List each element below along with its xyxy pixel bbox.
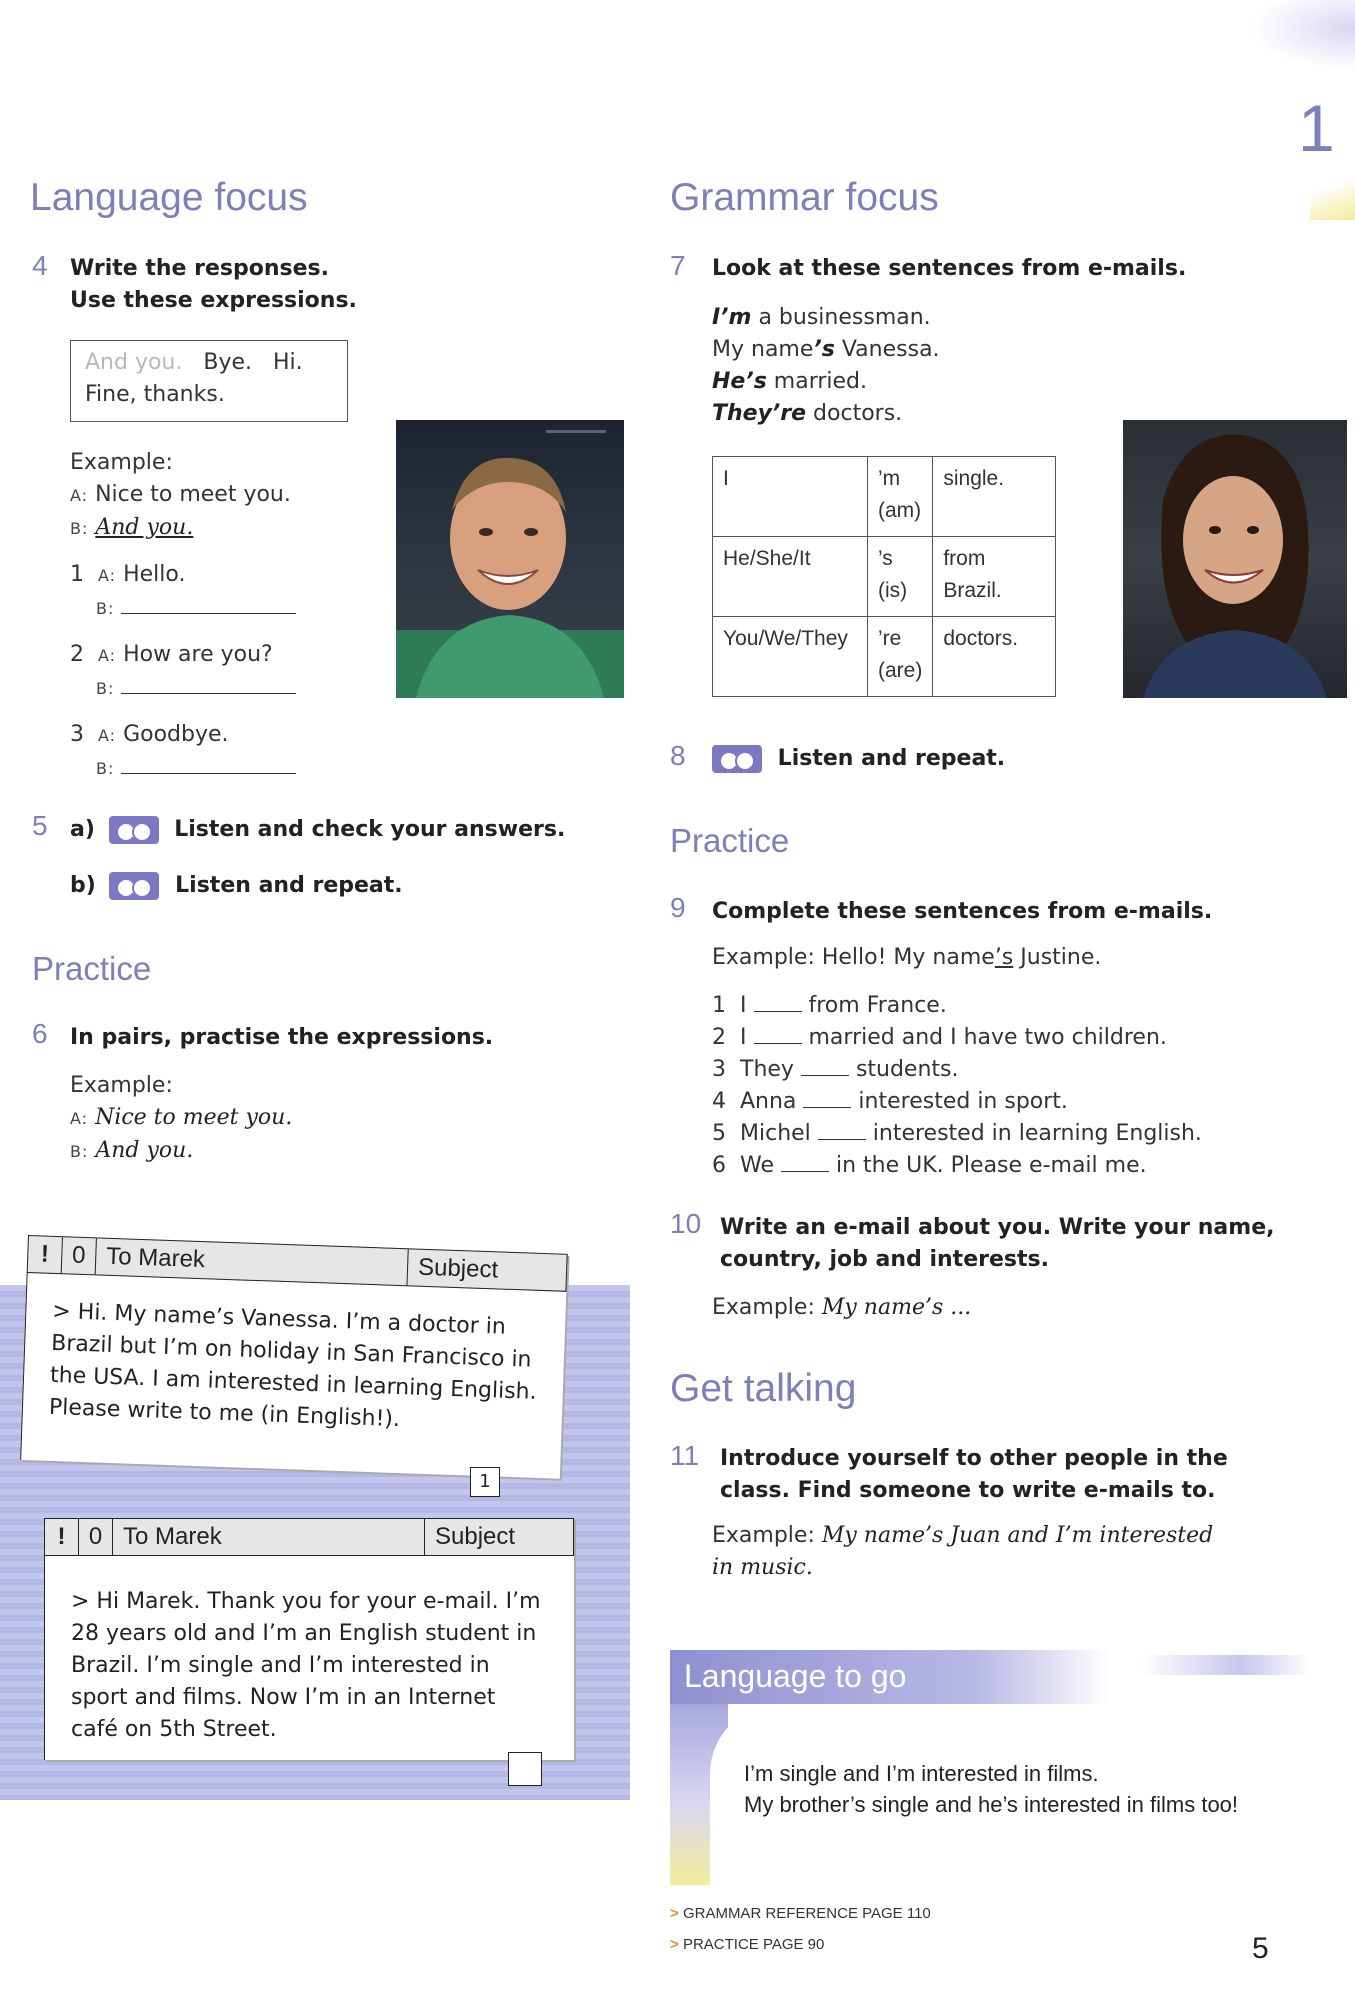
exercise-4-instruction	[70, 253, 357, 317]
table-cell-verb: ’re (are)	[868, 617, 933, 697]
exclamation-icon[interactable]: !	[45, 1519, 79, 1555]
fill-blank[interactable]	[803, 1086, 851, 1108]
get-talking-heading: Get talking	[670, 1367, 857, 1410]
exercise-8-number: 8	[670, 740, 686, 771]
exercise-8-instruction: Listen and repeat.	[712, 743, 1005, 775]
cassette-icon[interactable]	[109, 816, 159, 844]
language-to-go-panel	[670, 1650, 1310, 1885]
language-to-go-title-accent	[1140, 1655, 1310, 1675]
exclamation-icon[interactable]: !	[28, 1236, 63, 1273]
grammar-sentences	[712, 302, 940, 430]
photo-woman	[1123, 420, 1347, 698]
exercise-5-b: b) Listen and repeat.	[70, 873, 403, 898]
exercise-10-example: Example: My name’s ...	[712, 1295, 972, 1320]
list-item: 4 Anna interested in sport.	[712, 1086, 1202, 1118]
email-to-field[interactable]: To Marek	[113, 1519, 425, 1555]
reference-practice[interactable]: > PRACTICE PAGE 90	[670, 1936, 825, 1953]
corner-decoration-yellow	[1310, 180, 1355, 220]
email-card-2	[44, 1518, 574, 1760]
example-line-b: B: And you.	[70, 515, 194, 540]
exercise-7-number: 7	[670, 250, 686, 281]
example-line-a: A: Nice to meet you.	[70, 1105, 293, 1130]
cassette-icon[interactable]	[109, 872, 159, 900]
email-header	[44, 1518, 574, 1556]
table-row	[713, 537, 1056, 617]
exercise-11-instruction: Introduce yourself to other people in the class. Find someone to write e-mails to.	[720, 1446, 1228, 1503]
email-number-box: 1	[470, 1467, 500, 1497]
exercise-11-number: 11	[670, 1440, 700, 1471]
fill-blank[interactable]	[754, 1022, 802, 1044]
exercise-9-number: 9	[670, 892, 686, 923]
example-line-b: B: And you.	[70, 1138, 194, 1163]
language-focus-heading: Language focus	[30, 176, 308, 219]
expression-fine-thanks: Fine, thanks.	[85, 382, 225, 407]
sentence-2: My name’s Vanessa.	[712, 337, 940, 362]
page-number: 5	[1252, 1932, 1269, 1965]
table-row	[713, 617, 1056, 697]
language-to-go-title: Language to go	[684, 1658, 907, 1694]
table-cell-complement: from Brazil.	[933, 537, 1056, 617]
table-cell-verb: ’m (am)	[868, 457, 933, 537]
example-line-a: A: Nice to meet you.	[70, 482, 291, 507]
unit-number: 1	[1298, 91, 1335, 165]
photo-man	[396, 420, 624, 698]
expressions-box	[70, 340, 348, 422]
exercise-4-item-1: 1 A: Hello. B:	[70, 559, 296, 625]
practice-heading-right: Practice	[670, 822, 790, 859]
list-item: 1 I from France.	[712, 990, 1202, 1022]
exercise-4-item-2: 2 A: How are you? B:	[70, 639, 296, 705]
exercise-9-example: Example: Hello! My name’s Justine.	[712, 945, 1102, 970]
man-illustration	[396, 420, 624, 698]
reference-grammar[interactable]: > GRAMMAR REFERENCE PAGE 110	[670, 1905, 931, 1922]
email-to-field[interactable]: To Marek	[96, 1238, 409, 1285]
list-item: 5 Michel interested in learning English.	[712, 1118, 1202, 1150]
answer-blank-1[interactable]	[121, 592, 296, 614]
sentence-3: He’s married.	[712, 369, 868, 394]
email-body: > Hi Marek. Thank you for your e-mail. I’m 28 years old and I’m an English student in Brazil. I’m single and I’m interested in sport and films. Now I’m in an Internet café on 5th Street.	[44, 1556, 574, 1760]
email-subject-field[interactable]: Subject	[435, 1523, 516, 1550]
answer-blank-2[interactable]	[121, 672, 296, 694]
exercise-7-instruction: Look at these sentences from e-mails.	[712, 256, 1187, 281]
fill-blank[interactable]	[781, 1150, 829, 1172]
list-item: 3 They students.	[712, 1054, 1202, 1086]
practice-heading-left: Practice	[32, 950, 152, 987]
example-label: Example:	[70, 1073, 173, 1098]
sentence-1: I’m a businessman.	[712, 305, 931, 330]
exercise-5-a: a) Listen and check your answers.	[70, 817, 566, 842]
exercise-6-instruction: In pairs, practise the expressions.	[70, 1025, 494, 1050]
expressions-box-line1	[85, 347, 333, 379]
table-cell-complement: single.	[933, 457, 1056, 537]
expression-bye: Bye.	[203, 350, 252, 375]
list-item: 6 We in the UK. Please e-mail me.	[712, 1150, 1202, 1182]
email-card-1	[20, 1235, 568, 1479]
exercise-6-example	[70, 1070, 292, 1168]
exercise-10-instruction: Write an e-mail about you. Write your name, country, job and interests.	[720, 1215, 1275, 1272]
exercise-10-number: 10	[670, 1208, 702, 1239]
answer-blank-3[interactable]	[121, 752, 296, 774]
exercise-9-instruction: Complete these sentences from e-mails.	[712, 899, 1213, 924]
email-checkbox[interactable]	[508, 1752, 542, 1786]
exercise-5-number: 5	[32, 810, 48, 841]
exercise-4-instruction-line1: Write the responses.	[70, 256, 329, 281]
table-cell-subject: I	[713, 457, 868, 537]
fill-blank[interactable]	[754, 990, 802, 1012]
fill-blank[interactable]	[801, 1054, 849, 1076]
exercise-11-example: Example: My name’s Juan and I’m interested in music.	[712, 1523, 1214, 1580]
fill-blank[interactable]	[818, 1118, 866, 1140]
exercise-9-list	[712, 990, 1202, 1182]
sentence-4: They’re doctors.	[712, 401, 903, 426]
exercise-4-number: 4	[32, 250, 48, 281]
table-cell-subject: He/She/It	[713, 537, 868, 617]
email-subject-field[interactable]: Subject	[417, 1253, 499, 1284]
paperclip-icon[interactable]: 0	[62, 1237, 97, 1274]
grammar-table	[712, 456, 1056, 697]
list-item: 2 I married and I have two children.	[712, 1022, 1202, 1054]
email-body: > Hi. My name’s Vanessa. I’m a doctor in Brazil but I’m on holiday in San Francisco in the USA. I am interested in learning English. Please write to me (in English!).	[20, 1273, 566, 1479]
example-label: Example:	[70, 450, 173, 475]
table-cell-verb: ’s (is)	[868, 537, 933, 617]
paperclip-icon[interactable]: 0	[79, 1519, 113, 1555]
exercise-6-number: 6	[32, 1018, 48, 1049]
language-to-go-text: I’m single and I’m interested in films. My brother’s single and he’s interested in films too!	[744, 1761, 1239, 1817]
woman-illustration	[1123, 420, 1347, 698]
grammar-focus-heading: Grammar focus	[670, 176, 939, 219]
table-cell-complement: doctors.	[933, 617, 1056, 697]
expression-hi: Hi.	[272, 350, 303, 375]
exercise-4-item-3: 3 A: Goodbye. B:	[70, 719, 296, 785]
exercise-4-example	[70, 447, 291, 545]
corner-decoration-top	[1250, 0, 1355, 70]
table-cell-subject: You/We/They	[713, 617, 868, 697]
table-row	[713, 457, 1056, 537]
cassette-icon[interactable]	[712, 745, 762, 773]
exercise-4-instruction-line2: Use these expressions.	[70, 288, 357, 313]
expression-faded: And you.	[85, 350, 183, 375]
